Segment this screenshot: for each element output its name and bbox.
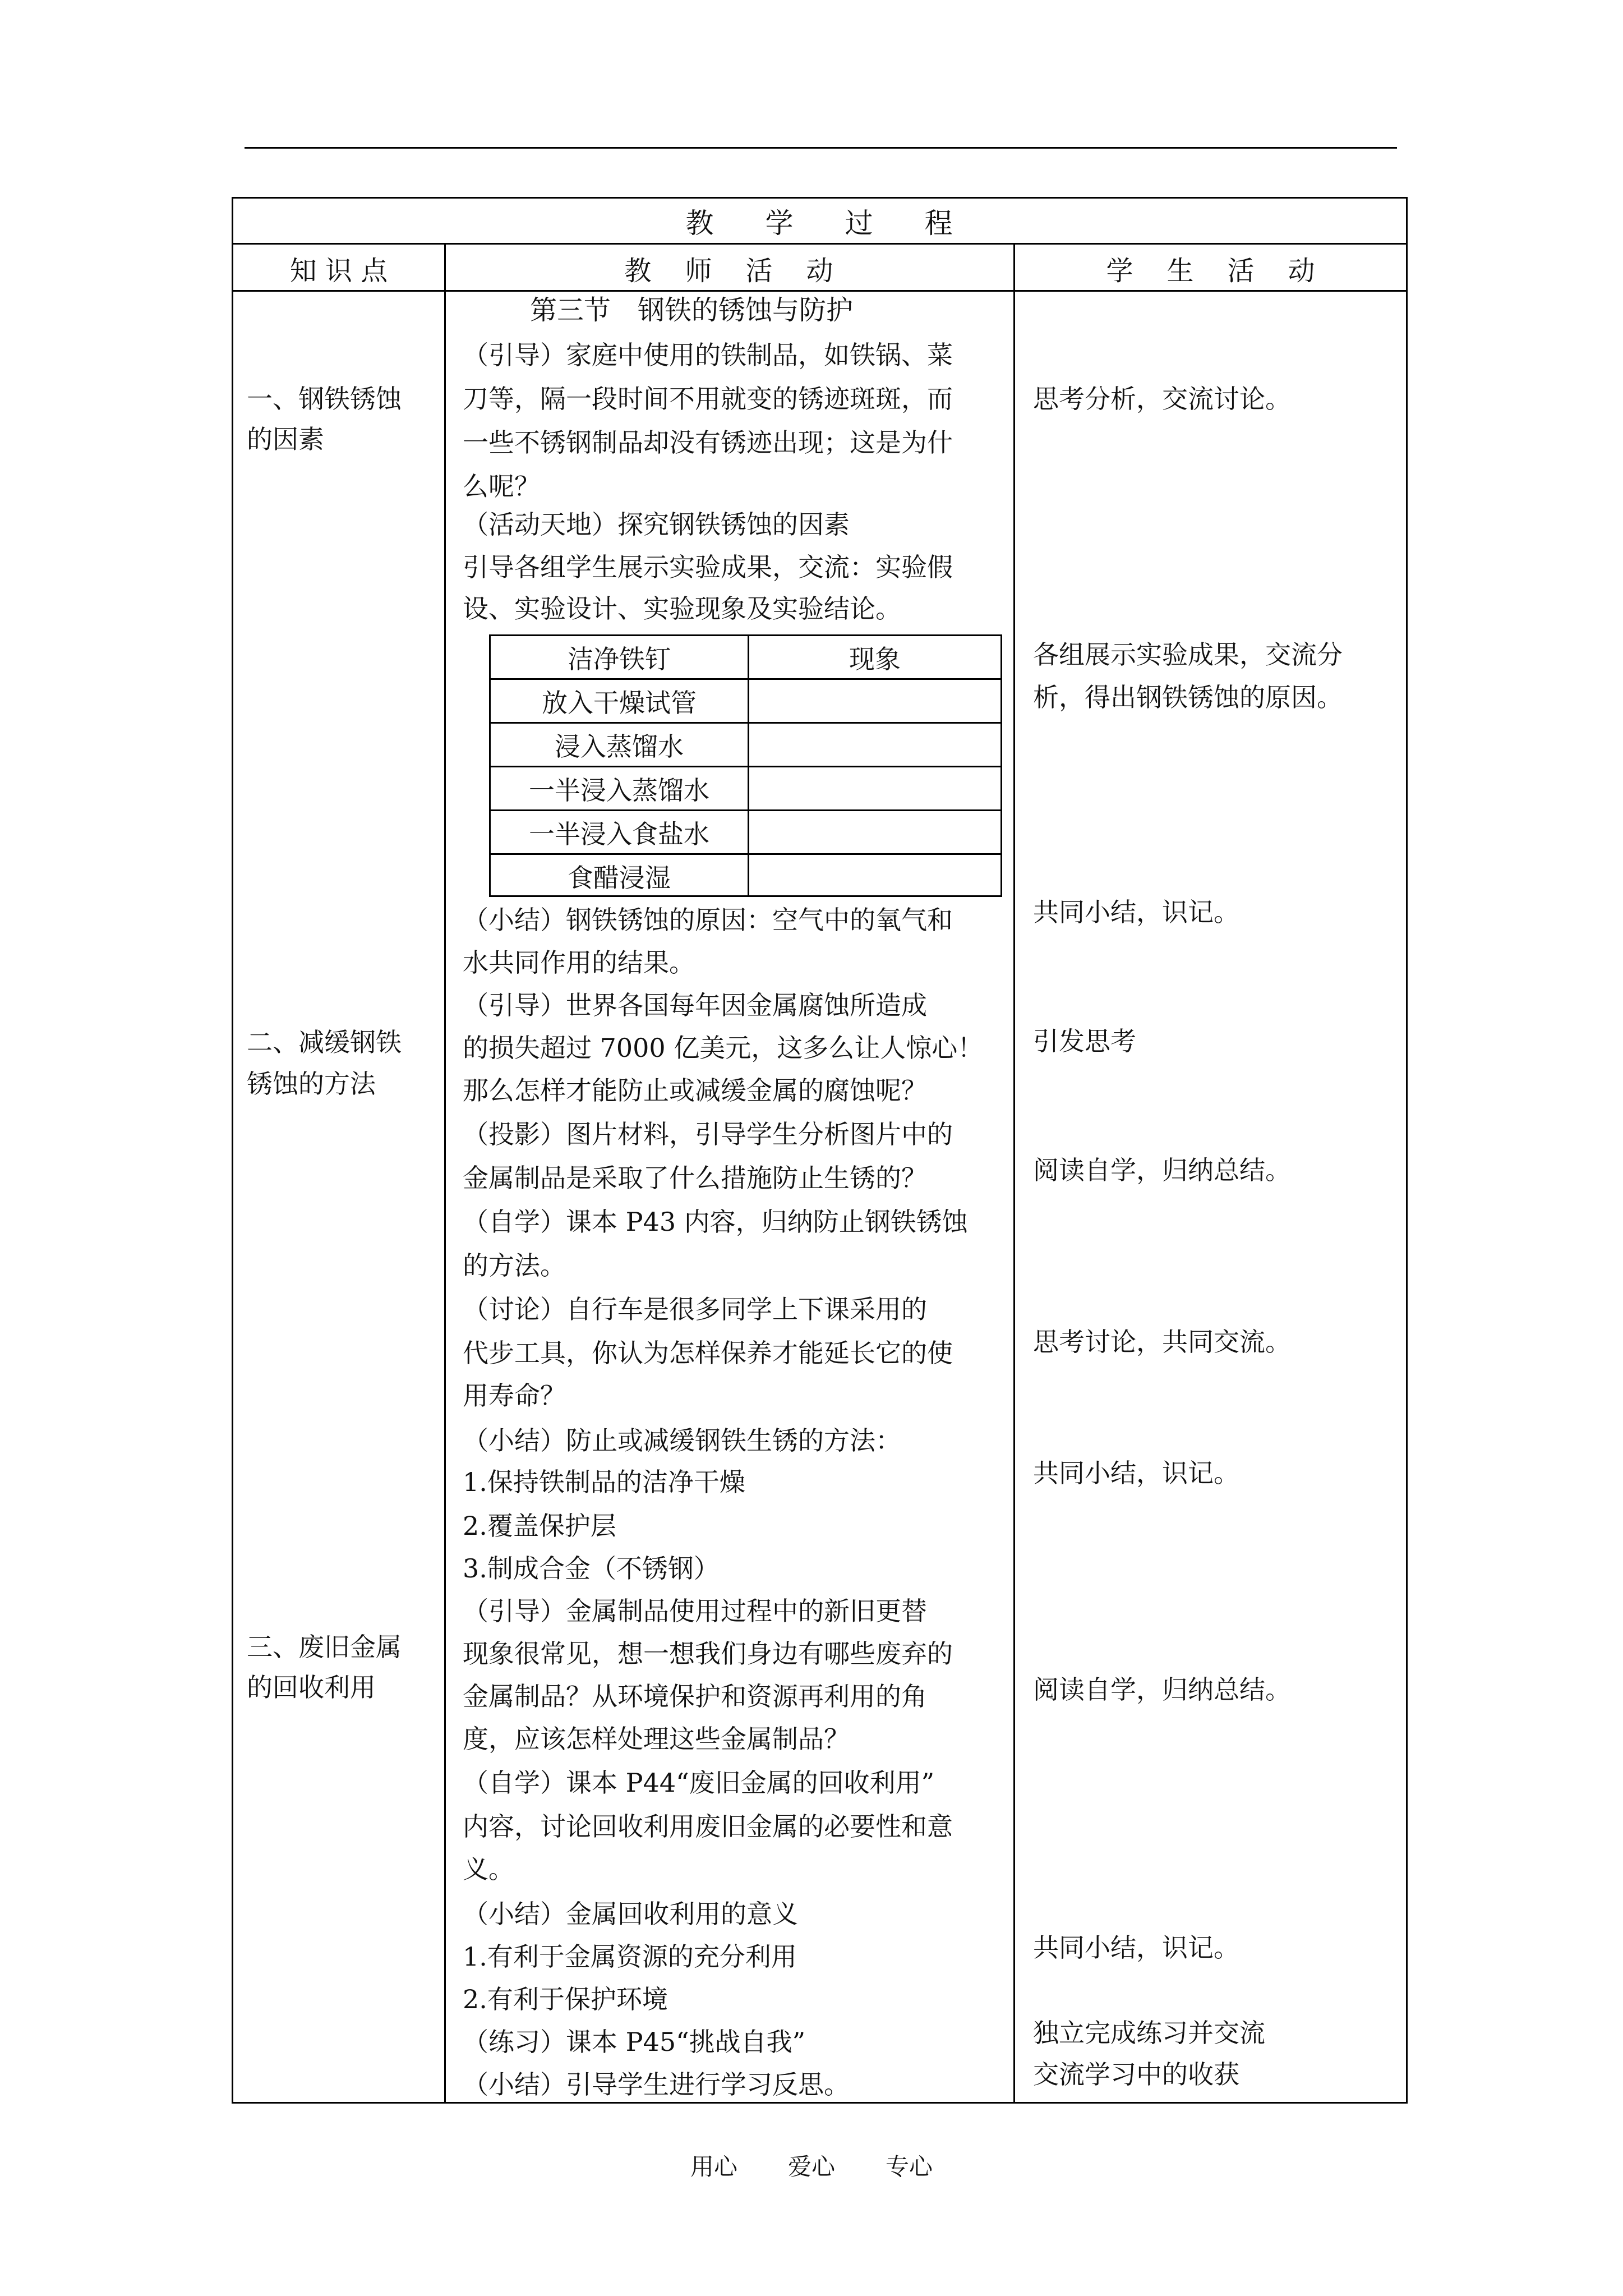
header-label: 知 识 点 [289,255,388,287]
experiment-table [489,634,1002,897]
footer-word: 用心 [690,2153,737,2180]
header-char: 活 [1227,255,1255,287]
teacher-line: 引导各组学生展示实验成果，交流：实验假 [463,552,953,582]
page-footer [0,2148,1623,2182]
teacher-line: 义。 [463,1854,514,1884]
student-activity-line: 阅读自学，归纳总结。 [1033,1155,1291,1185]
header-char: 生 [1166,255,1194,287]
header-teacher-activity [444,245,1013,292]
student-activity-line: 阅读自学，归纳总结。 [1033,1674,1291,1705]
teacher-line: 的方法。 [463,1250,566,1281]
teacher-line: 3.制成合金（不锈钢） [463,1553,720,1584]
table-title-row [233,199,1406,245]
table-row [491,724,1000,767]
table-row [491,680,1000,724]
student-activity-line: 共同小结，识记。 [1033,1932,1239,1963]
knowledge-point-3-line: 的回收利用 [247,1672,376,1703]
column-divider [1013,245,1015,2102]
student-activity-line: 交流学习中的收获 [1033,2059,1239,2090]
teacher-line: 度，应该怎样处理这些金属制品？ [463,1724,850,1754]
teacher-line: 的损失超过 7000 亿美元，这多么让人惊心！ [463,1033,984,1063]
experiment-condition: 放入干燥试管 [542,687,697,718]
teacher-line: 代步工具，你认为怎样保养才能延长它的使 [463,1338,953,1368]
teacher-line: 1.保持铁制品的洁净干燥 [463,1467,745,1497]
teacher-line: （引导）金属制品使用过程中的新旧更替 [463,1596,927,1626]
knowledge-point-3-line: 三、废旧金属 [247,1632,402,1662]
experiment-condition: 一半浸入食盐水 [529,818,709,849]
column-divider [444,245,446,2102]
teacher-line: （活动天地）探究钢铁锈蚀的因素 [463,509,850,540]
student-activity-line: 各组展示实验成果，交流分 [1033,639,1343,670]
student-activity-line: 思考分析，交流讨论。 [1033,384,1291,414]
header-knowledge-points [233,245,444,292]
footer-word: 专心 [886,2153,933,2180]
teacher-line: （讨论）自行车是很多同学上下课采用的 [463,1294,927,1324]
student-activity-line: 共同小结，识记。 [1033,1458,1239,1488]
teacher-line: （自学）课本 P43 内容，归纳防止钢铁锈蚀 [463,1207,968,1237]
experiment-header-nail: 洁净铁钉 [568,643,671,674]
teacher-line: （小结）引导学生进行学习反思。 [463,2069,850,2100]
experiment-condition: 食醋浸湿 [568,862,671,893]
student-activity-line: 思考讨论，共同交流。 [1033,1327,1291,1357]
teacher-line: （练习）课本 P45“挑战自我” [463,2027,806,2057]
title-char: 程 [924,206,954,240]
teacher-line: （自学）课本 P44“废旧金属的回收利用” [463,1768,935,1798]
teacher-line: 么呢？ [463,471,540,501]
table-row [491,811,1000,855]
teacher-line: 一些不锈钢制品却没有锈迹出现；这是为什 [463,427,953,458]
table-row [491,636,1000,680]
student-activity-line: 引发思考 [1033,1026,1136,1056]
student-activity-line: 析，得出钢铁锈蚀的原因。 [1033,682,1343,712]
teacher-line: （小结）防止或减缓钢铁生锈的方法： [463,1425,901,1456]
teacher-line: 2.覆盖保护层 [463,1511,616,1541]
table-row [491,855,1000,899]
experiment-condition: 浸入蒸馏水 [555,731,684,762]
teacher-line: 金属制品？从环境保护和资源再利用的角 [463,1681,927,1711]
teacher-line: 金属制品是采取了什么措施防止生锈的？ [463,1163,927,1193]
header-char: 学 [1106,255,1133,287]
teacher-line: 内容，讨论回收利用废旧金属的必要性和意 [463,1811,953,1842]
teacher-line: （引导）家庭中使用的铁制品，如铁锅、菜 [463,340,953,370]
student-activity-line: 独立完成练习并交流 [1033,2018,1265,2048]
knowledge-point-2-line: 二、减缓钢铁 [247,1027,402,1057]
header-char: 活 [745,255,773,287]
teacher-line: 水共同作用的结果。 [463,947,695,978]
teacher-line: （小结）钢铁锈蚀的原因：空气中的氧气和 [463,905,953,935]
knowledge-point-1-line: 的因素 [247,424,324,454]
table-row [491,767,1000,811]
student-activity-line: 共同小结，识记。 [1033,897,1239,927]
header-char: 动 [1288,255,1315,287]
knowledge-point-1-line: 一、钢铁锈蚀 [247,384,402,414]
teacher-line: 刀等，隔一段时间不用就变的锈迹斑斑，而 [463,384,953,414]
teacher-line: 2.有利于保护环境 [463,1984,668,2014]
header-char: 动 [806,255,833,287]
section-title: 第三节 钢铁的锈蚀与防护 [530,295,854,326]
title-char: 教 [685,206,715,240]
header-char: 师 [685,255,712,287]
title-char: 过 [845,206,874,240]
experiment-condition: 一半浸入蒸馏水 [529,775,709,806]
teacher-line: 现象很常见，想一想我们身边有哪些废弃的 [463,1639,953,1669]
experiment-header-phenomenon: 现象 [849,643,901,674]
footer-word: 爱心 [787,2153,835,2180]
teacher-line: 用寿命？ [463,1381,566,1411]
header-student-activity [1013,245,1408,292]
header-char: 教 [624,255,652,287]
knowledge-point-2-line: 锈蚀的方法 [247,1069,376,1099]
teacher-line: 设、实验设计、实验现象及实验结论。 [463,593,901,624]
teacher-line: （投影）图片材料，引导学生分析图片中的 [463,1119,953,1149]
teacher-line: （小结）金属回收利用的意义 [463,1899,798,1929]
title-char: 学 [765,206,795,240]
teacher-line: （引导）世界各国每年因金属腐蚀所造成 [463,990,927,1020]
teacher-line: 1.有利于金属资源的充分利用 [463,1941,797,1972]
teacher-line: 那么怎样才能防止或减缓金属的腐蚀呢？ [463,1075,927,1106]
header-rule [245,147,1397,149]
